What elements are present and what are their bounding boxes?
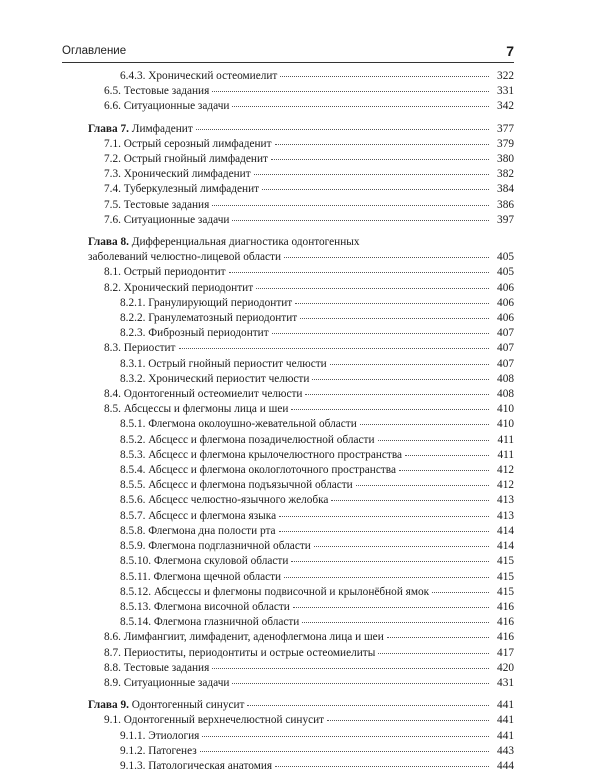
toc-entry[interactable]: 7.3. Хронический лимфаденит 382 bbox=[88, 167, 514, 182]
toc-entry[interactable]: 8.2.3. Фиброзный периодонтит 407 bbox=[88, 326, 514, 341]
toc-entry[interactable]: 8.2. Хронический периодонтит 406 bbox=[88, 281, 514, 296]
toc-entry[interactable]: 7.1. Острый серозный лимфаденит 379 bbox=[88, 137, 514, 152]
table-of-contents bbox=[88, 69, 514, 781]
chapter-label: Глава 8. bbox=[88, 236, 129, 249]
toc-entry[interactable]: 8.5.1. Флегмона околоушно-жевательной области 410 bbox=[88, 417, 514, 432]
toc-entry[interactable]: 8.9. Ситуационные задачи 431 bbox=[88, 676, 514, 691]
toc-entry[interactable]: 8.3.1. Острый гнойный периостит челюсти 407 bbox=[88, 357, 514, 372]
toc-entry[interactable]: 8.5.13. Флегмона височной области 416 bbox=[88, 600, 514, 615]
toc-entry[interactable]: 8.6. Лимфангиит, лимфаденит, аденофлегмона лица и шеи 416 bbox=[88, 630, 514, 645]
toc-entry[interactable]: 7.6. Ситуационные задачи 397 bbox=[88, 213, 514, 228]
chapter-7 bbox=[88, 122, 514, 228]
toc-entry[interactable]: 8.5.14. Флегмона глазничной области 416 bbox=[88, 615, 514, 630]
toc-entry[interactable]: 7.5. Тестовые задания 386 bbox=[88, 198, 514, 213]
toc-entry[interactable]: 8.5.6. Абсцесс челюстно-язычного желобка 413 bbox=[88, 493, 514, 508]
page-number: 7 bbox=[506, 43, 514, 59]
running-head: Оглавление bbox=[62, 45, 127, 57]
page-header bbox=[62, 40, 514, 63]
toc-entry[interactable]: 8.5.5. Абсцесс и флегмона подъязычной области 412 bbox=[88, 478, 514, 493]
toc-entry[interactable]: 8.5.4. Абсцесс и флегмона окологлоточного пространства 412 bbox=[88, 463, 514, 478]
toc-entry[interactable]: 9.1.3. Патологическая анатомия 444 bbox=[88, 759, 514, 774]
toc-entry[interactable]: 8.3. Периостит 407 bbox=[88, 341, 514, 356]
chapter-title-continued: заболеваний челюстно-лицевой области bbox=[88, 251, 281, 264]
toc-entry[interactable]: 9.1. Одонтогенный верхнечелюстной синусит 441 bbox=[88, 713, 514, 728]
toc-entry[interactable]: 8.4. Одонтогенный остеомиелит челюсти 408 bbox=[88, 387, 514, 402]
toc-entry[interactable]: 8.1. Острый периодонтит 405 bbox=[88, 265, 514, 280]
chapter-heading[interactable]: Глава 7. Лимфаденит 377 bbox=[88, 122, 514, 137]
chapter-label: Глава 9. bbox=[88, 699, 129, 712]
toc-entry[interactable]: 8.5.8. Флегмона дна полости рта 414 bbox=[88, 524, 514, 539]
toc-entry[interactable]: 8.3.2. Хронический периостит челюсти 408 bbox=[88, 372, 514, 387]
toc-entry[interactable]: 9.1.1. Этиология 441 bbox=[88, 729, 514, 744]
toc-entry[interactable]: 8.5.3. Абсцесс и флегмона крылочелюстного пространства 411 bbox=[88, 448, 514, 463]
chapter-6-continuation bbox=[88, 69, 514, 115]
toc-entry[interactable]: 8.5.9. Флегмона подглазничной области 414 bbox=[88, 539, 514, 554]
toc-entry[interactable]: 9.1.2. Патогенез 443 bbox=[88, 744, 514, 759]
chapter-8 bbox=[88, 235, 514, 691]
chapter-heading-continued[interactable]: заболеваний челюстно-лицевой области 405 bbox=[88, 250, 514, 265]
toc-entry[interactable]: 6.5. Тестовые задания 331 bbox=[88, 84, 514, 99]
toc-entry[interactable]: 8.5.10. Флегмона скуловой области 415 bbox=[88, 554, 514, 569]
chapter-label: Глава 7. bbox=[88, 122, 129, 135]
toc-entry[interactable]: 8.5.12. Абсцессы и флегмоны подвисочной и крылонёбной ямок 415 bbox=[88, 585, 514, 600]
toc-entry[interactable]: 7.4. Туберкулезный лимфаденит 384 bbox=[88, 182, 514, 197]
chapter-heading[interactable]: Глава 9. Одонтогенный синусит 441 bbox=[88, 698, 514, 713]
chapter-title: Дифференциальная диагностика одонтогенных bbox=[131, 236, 360, 249]
chapter-title: Лимфаденит bbox=[131, 122, 193, 135]
chapter-9 bbox=[88, 698, 514, 774]
toc-entry[interactable]: 7.2. Острый гнойный лимфаденит 380 bbox=[88, 152, 514, 167]
toc-entry[interactable]: 8.5. Абсцессы и флегмоны лица и шеи 410 bbox=[88, 402, 514, 417]
toc-entry[interactable]: 8.2.1. Гранулирующий периодонтит 406 bbox=[88, 296, 514, 311]
toc-entry[interactable]: 8.7. Периоститы, периодонтиты и острые остеомиелиты 417 bbox=[88, 646, 514, 661]
toc-entry[interactable]: 6.4.3. Хронический остеомиелит 322 bbox=[88, 69, 514, 84]
toc-entry[interactable]: 8.5.11. Флегмона щечной области 415 bbox=[88, 570, 514, 585]
toc-entry[interactable]: 8.8. Тестовые задания 420 bbox=[88, 661, 514, 676]
toc-entry[interactable]: 8.2.2. Гранулематозный периодонтит 406 bbox=[88, 311, 514, 326]
toc-entry[interactable]: 8.5.2. Абсцесс и флегмона позадичелюстной области 411 bbox=[88, 433, 514, 448]
toc-entry[interactable]: 6.6. Ситуационные задачи 342 bbox=[88, 99, 514, 114]
chapter-title: Одонтогенный синусит bbox=[131, 699, 245, 712]
toc-entry[interactable]: 8.5.7. Абсцесс и флегмона языка 413 bbox=[88, 509, 514, 524]
